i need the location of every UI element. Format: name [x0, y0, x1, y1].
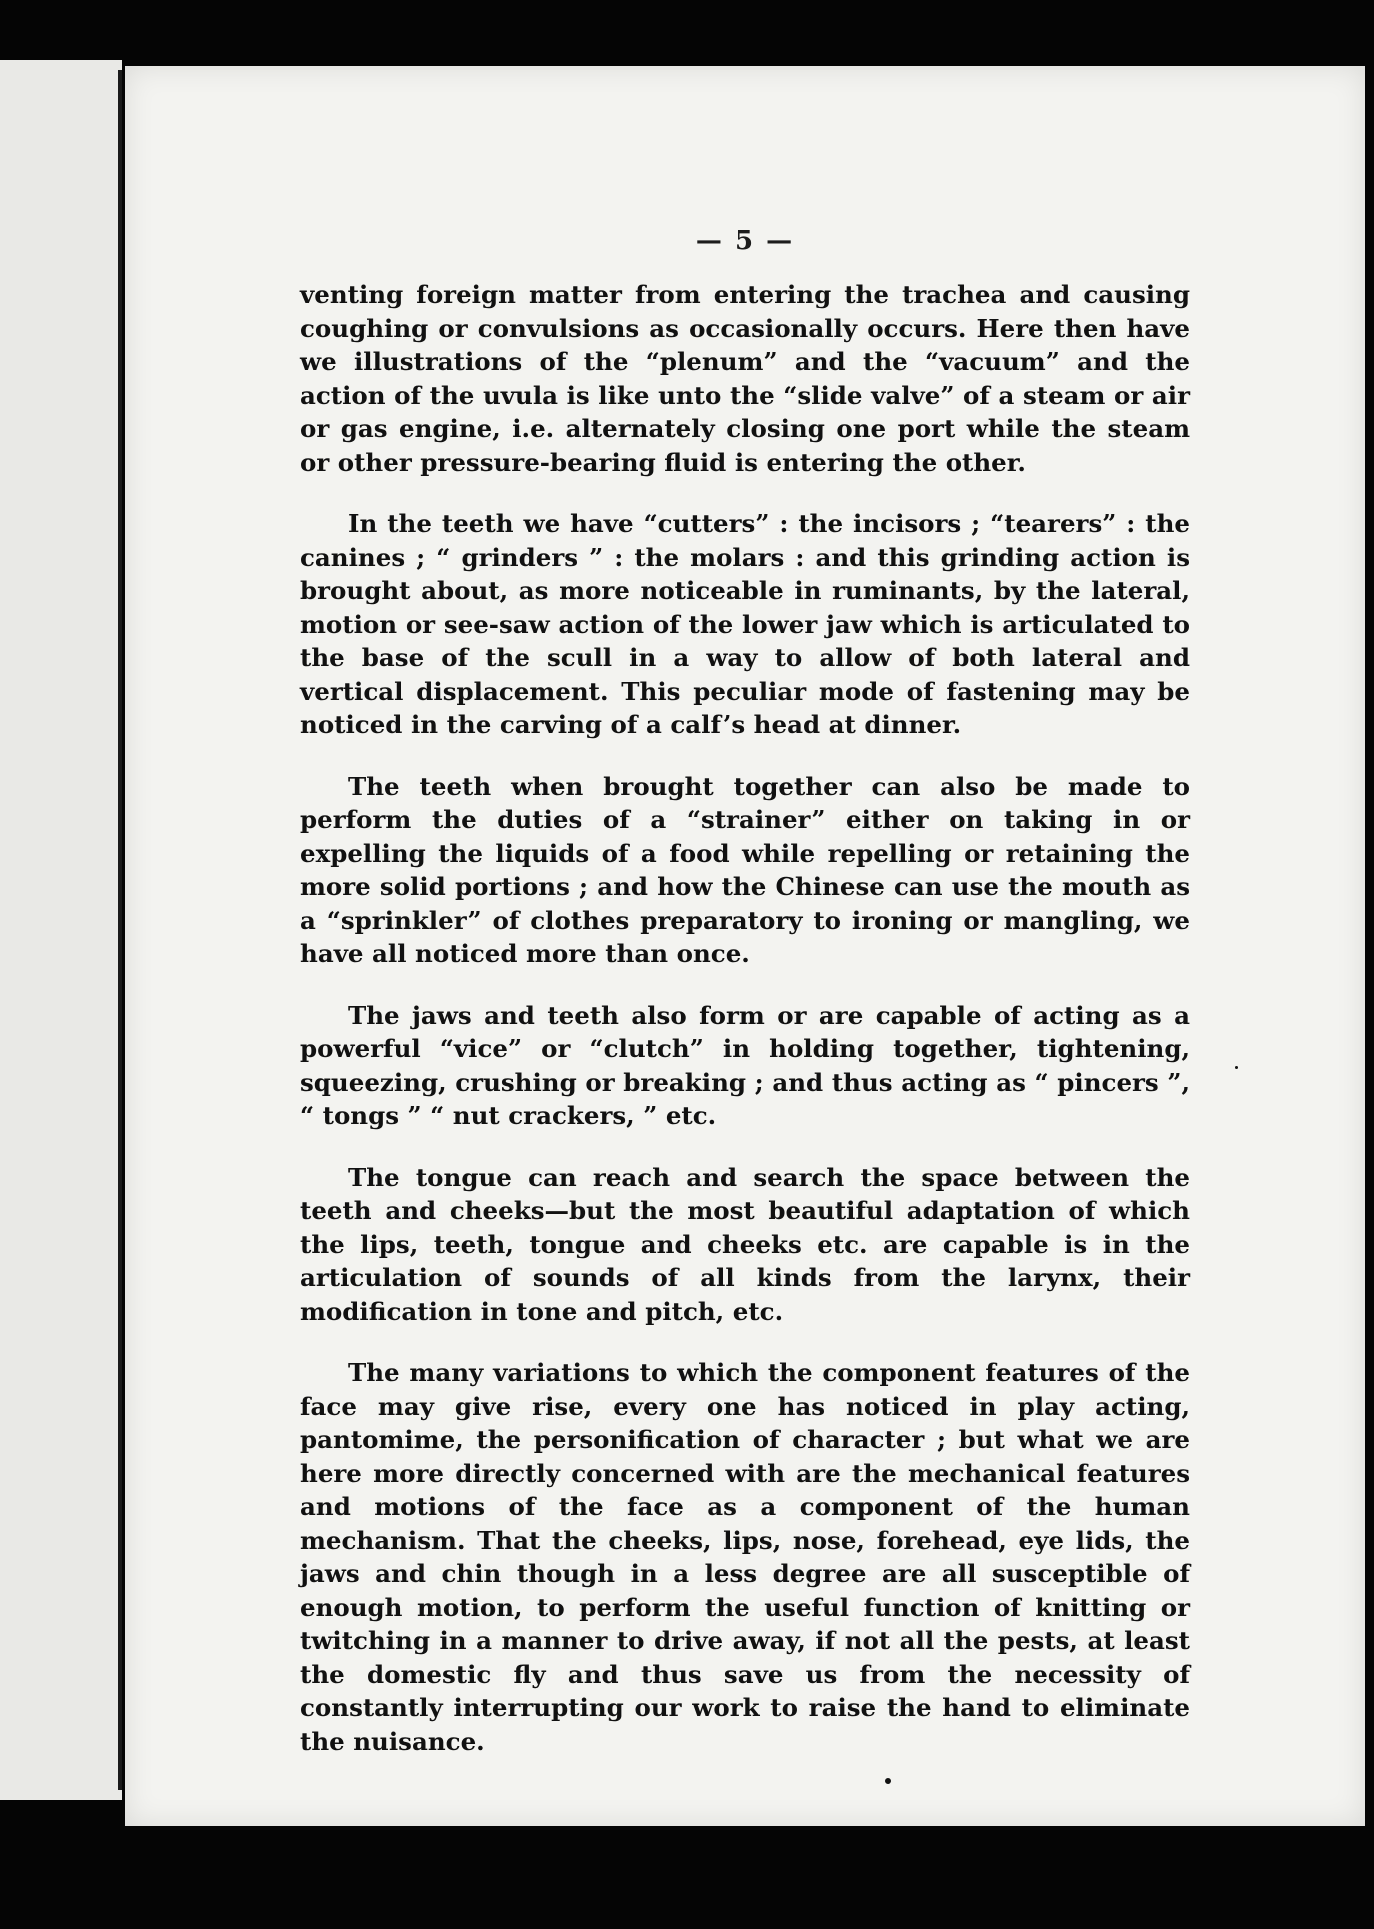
paragraph-1: venting foreign matter from entering the trachea and causing coughing or convulsions as occasionally occurs. Here then have we illustrations of the “plenum” and the “vacuum” and the action of the uvula is like unto the “slide valve” of a steam or air or gas engine, i.e. alternately closing one port while the steam or other pressure-bearing fluid is entering the other. [300, 280, 1190, 477]
facing-page-edge [0, 60, 122, 1800]
page-gutter-line [118, 70, 122, 1790]
paragraph-4: The jaws and teeth also form or are capable of acting as a powerful “vice” or “clutch” in holding together, tightening, squeezing, crushing or breaking ; and thus acting as “ pincers ”, “ tongs ” “ nut crackers, ” etc. [300, 1000, 1190, 1130]
document-page [125, 66, 1365, 1826]
paragraph-2: In the teeth we have “cutters” : the incisors ; “tearers” : the canines ; “ grinders ” : the molars : and this grinding action is brought about, as more noticeable in ruminants, by the lateral, motion or see-saw action of the lower jaw which is articulated to the base of the scull in a way to allow of both lateral and vertical displacement. This peculiar mode of fastening may be noticed in the carving of a calf’s head at dinner. [300, 509, 1190, 739]
paragraph-3: The teeth when brought together can also be made to perform the duties of a “strainer” either on taking in or expelling the liquids of a food while repelling or retaining the more solid portions ; and how the Chinese can use the mouth as a “sprinkler” of clothes preparatory to ironing or mangling, we have all noticed more than once. [300, 771, 1190, 968]
paragraph-5: The tongue can reach and search the space between the teeth and cheeks—but the most beautiful adaptation of which the lips, teeth, tongue and cheeks etc. are capable is in the articulation of sounds of all kinds from the larynx, their modification in tone and pitch, etc. [300, 1162, 1190, 1326]
paragraph-6: The many variations to which the component features of the face may give rise, every one has noticed in play acting, pantomime, the personification of character ; but what we are here more directly concerned with are the mechanical features and motions of the face as a component of the human mechanism. That the cheeks, lips, nose, forehead, eye lids, the jaws and chin though in a less degree are all susceptible of enough motion, to perform the useful function of knitting or twitching in a manner to drive away, if not all the pests, at least the domestic fly and thus save us from the necessity of constantly interrupting our work to raise the hand to eliminate the nuisance. [300, 1358, 1190, 1756]
scan-speck [1235, 1066, 1238, 1069]
page-number: — 5 — [695, 226, 795, 256]
page-text-block [300, 226, 1190, 1786]
scan-speck [885, 1778, 891, 1784]
